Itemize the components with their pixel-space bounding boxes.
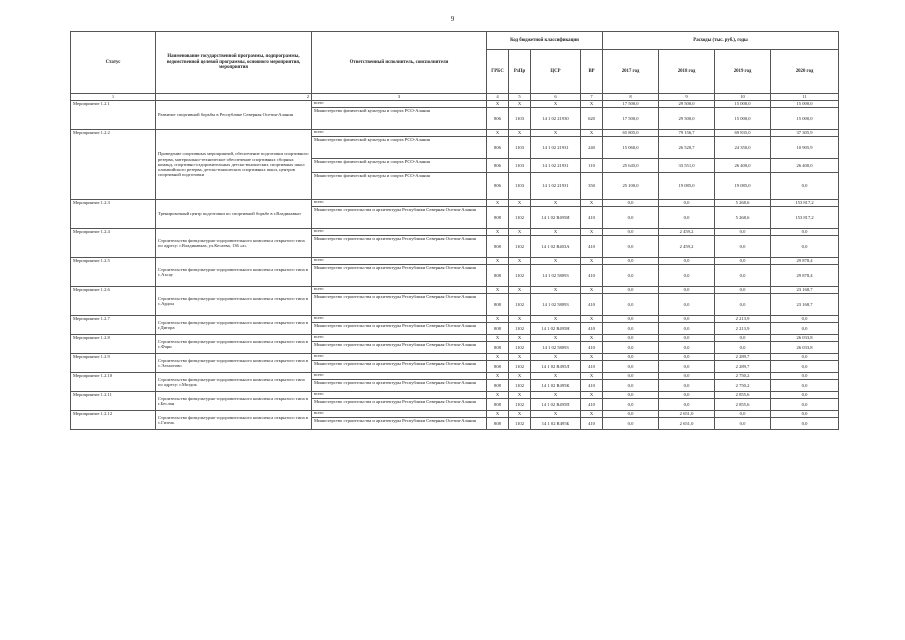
row-code: 14 1 02 R495Н [531,323,581,335]
row-value: 17 500,0 [603,101,659,108]
row-value: 0,0 [603,200,659,207]
row-value: 0,0 [603,411,659,418]
row-value: 0,0 [771,354,839,361]
row-code: X [509,130,531,137]
budget-table [70,31,839,430]
row-value: 0,0 [659,294,715,316]
row-code: X [531,354,581,361]
row-value: 0,0 [715,335,771,342]
row-value: 2 855,6 [715,392,771,399]
column-number: 7 [581,94,603,101]
row-value: 37 305,9 [771,130,839,137]
row-value: 0,0 [603,287,659,294]
row-code: X [581,200,603,207]
header-code-group: Код бюджетной классификации [487,32,603,50]
row-value: 15 060,0 [603,137,659,159]
row-code: 1103 [509,137,531,159]
row-value: 0,0 [603,316,659,323]
row-value: 0,0 [603,342,659,354]
row-value: 0,0 [603,229,659,236]
row-value: 0,0 [659,323,715,335]
row-code: X [581,287,603,294]
row-code: 14 1 02 21931 [531,137,581,159]
row-executor: Министерство строительства и архитектуры Республики Северная Осетия-Алания [312,418,487,430]
row-executor: всего [312,287,487,294]
row-value: 33 551,0 [659,159,715,173]
header-code-1: РзПр [509,50,531,94]
row-value: 2 459,2 [659,236,715,258]
row-code: 14 1 02 R495П [531,399,581,411]
row-code: 808 [487,361,509,373]
row-value: 29 500,0 [659,108,715,130]
row-value: 0,0 [715,258,771,265]
row-code: 806 [487,137,509,159]
row-code: 14 1 02 21931 [531,173,581,200]
row-code: 1102 [509,294,531,316]
row-name: Строительство физкультурно-оздоровительного комплекса открытого типа в с.Ардон [156,287,312,316]
row-value: 15 000,0 [771,101,839,108]
table-row [71,373,839,380]
row-value: 0,0 [771,361,839,373]
row-code: 410 [581,207,603,229]
row-status: Мероприятие 1.2.1 [71,101,156,130]
row-value: 26 520,7 [659,137,715,159]
row-executor: всего [312,130,487,137]
row-code: X [509,354,531,361]
row-value: 25 645,0 [603,159,659,173]
row-value: 0,0 [659,200,715,207]
row-code: 1103 [509,159,531,173]
table-row [71,200,839,207]
row-executor: всего [312,392,487,399]
row-executor: всего [312,258,487,265]
row-value: 26 400,0 [715,159,771,173]
row-code: X [487,392,509,399]
row-executor: всего [312,335,487,342]
table-row [71,101,839,108]
page-number: 9 [450,15,455,23]
row-name: Проведение спортивных мероприятий, обеспечение подготовки спортивного резерва, материально-техническое обеспечение спортивных сборных команд, спортивно-оздоровительных детско-юношеских спортивных школ олимпийского резерва, детско-юношеских спортивных школ, центров спортивной подготовки [156,130,312,200]
row-value: 26 033,8 [771,342,839,354]
row-code: X [509,200,531,207]
header-name: Наименование государственной программы, подпрограммы, ведомственной целевой программы, основного мероприятия, мероприятия [156,32,312,94]
row-value: 0,0 [659,265,715,287]
row-code: X [487,335,509,342]
row-executor: Министерство строительства и архитектуры Республики Северная Осетия-Алания [312,207,487,229]
row-value: 0,0 [771,392,839,399]
row-value: 0,0 [603,380,659,392]
row-value: 0,0 [715,294,771,316]
row-status: Мероприятие 1.2.8 [71,335,156,354]
row-value: 0,0 [603,392,659,399]
row-code: 808 [487,399,509,411]
row-name: Строительство физкультурно-оздоровительного комплекса открытого типа в с.Эльхотово [156,354,312,373]
column-number: 3 [312,94,487,101]
table-row [71,411,839,418]
row-value: 153 817,2 [771,200,839,207]
row-name: Тренировочный центр подготовки по спортивной борьбе в г.Владикавказ [156,200,312,229]
row-code: X [531,373,581,380]
row-code: 14 1 02 58093 [531,294,581,316]
row-code: X [509,101,531,108]
row-code: 1102 [509,323,531,335]
row-code: X [509,335,531,342]
row-value: 23 168,7 [771,287,839,294]
row-code: X [509,316,531,323]
column-number: 8 [603,94,659,101]
header-year-1: 2018 год [659,50,715,94]
row-value: 19 085,0 [659,173,715,200]
row-value: 26 400,0 [771,159,839,173]
row-value: 0,0 [603,418,659,430]
row-code: 14 1 02 58093 [531,342,581,354]
row-status: Мероприятие 1.2.5 [71,258,156,287]
row-code: X [581,130,603,137]
row-code: 806 [487,173,509,200]
row-code: X [509,258,531,265]
row-value: 0,0 [771,380,839,392]
row-code: X [581,316,603,323]
row-value: 0,0 [771,418,839,430]
row-code: 808 [487,323,509,335]
row-value: 0,0 [715,265,771,287]
row-code: 620 [581,108,603,130]
row-code: 1102 [509,236,531,258]
row-value: 0,0 [659,392,715,399]
row-code: X [531,335,581,342]
row-status: Мероприятие 1.2.11 [71,392,156,411]
row-value: 15 000,0 [771,108,839,130]
header-costs-group: Расходы (тыс. руб.), годы [603,32,839,50]
row-name: Строительство физкультурно-оздоровительного комплекса открытого типа по адресу: г.Владикавказ, ул.Кесаева, 136 «а» [156,229,312,258]
row-executor: Министерство строительства и архитектуры Республики Северная Осетия-Алания [312,380,487,392]
row-code: 410 [581,294,603,316]
row-value: 0,0 [659,335,715,342]
row-value: 0,0 [715,342,771,354]
row-value: 0,0 [659,380,715,392]
row-value: 26 033,8 [771,335,839,342]
row-code: X [509,287,531,294]
row-value: 0,0 [771,399,839,411]
row-value: 2 213,9 [715,316,771,323]
row-value: 0,0 [715,236,771,258]
table-row [71,229,839,236]
header-year-2: 2019 год [715,50,771,94]
row-code: 240 [581,137,603,159]
row-code: X [509,411,531,418]
row-code: 1103 [509,108,531,130]
row-code: 410 [581,236,603,258]
row-value: 79 156,7 [659,130,715,137]
row-name: Строительство физкультурно-оздоровительного комплекса открытого типа в с.Гизель [156,411,312,430]
row-code: 808 [487,342,509,354]
row-status: Мероприятие 1.2.3 [71,200,156,229]
row-executor: всего [312,200,487,207]
row-executor: Министерство строительства и архитектуры Республики Северная Осетия-Алания [312,342,487,354]
row-value: 24 350,0 [715,137,771,159]
row-value: 17 500,0 [603,108,659,130]
row-value: 2 213,9 [715,323,771,335]
row-value: 0,0 [771,323,839,335]
row-name: Строительство физкультурно-оздоровительного комплекса открытого типа в г.Беслан [156,392,312,411]
table-row [71,287,839,294]
row-code: X [487,354,509,361]
table-row [71,335,839,342]
row-executor: Министерство физической культуры и спорта РСО-Алания [312,173,487,200]
row-value: 23 168,7 [771,294,839,316]
row-value: 0,0 [603,361,659,373]
row-code: 410 [581,342,603,354]
row-value: 65 805,0 [603,130,659,137]
row-code: 410 [581,265,603,287]
row-code: 808 [487,294,509,316]
row-status: Мероприятие 1.2.9 [71,354,156,373]
row-code: X [531,200,581,207]
row-code: 1102 [509,418,531,430]
row-executor: всего [312,316,487,323]
row-value: 0,0 [603,258,659,265]
row-code: 14 1 02 21931 [531,159,581,173]
row-value: 0,0 [659,373,715,380]
header-code-3: ВР [581,50,603,94]
row-name: Строительство физкультурно-оздоровительного комплекса открытого типа в г.Дигора [156,316,312,335]
row-code: 1102 [509,399,531,411]
row-value: 0,0 [771,316,839,323]
row-code: X [487,373,509,380]
row-code: X [581,373,603,380]
row-code: X [487,229,509,236]
row-value: 0,0 [603,236,659,258]
row-code: 806 [487,108,509,130]
row-code: X [531,130,581,137]
row-code: X [531,316,581,323]
row-code: X [581,411,603,418]
row-code: 14 1 02 21930 [531,108,581,130]
row-value: 2 750,2 [715,380,771,392]
row-value: 0,0 [603,354,659,361]
row-code: X [581,258,603,265]
row-value: 0,0 [603,335,659,342]
row-value: 0,0 [659,354,715,361]
row-value: 0,0 [771,373,839,380]
row-status: Мероприятие 1.2.2 [71,130,156,200]
row-code: X [487,200,509,207]
row-value: 0,0 [771,229,839,236]
row-code: 14 1 02 R403А [531,236,581,258]
row-code: 808 [487,236,509,258]
row-executor: всего [312,411,487,418]
table-row [71,258,839,265]
row-value: 0,0 [771,411,839,418]
row-name: Развитие спортивной борьбы в Республике Северная Осетия-Алания [156,101,312,130]
row-executor: Министерство физической культуры и спорта РСО-Алания [312,137,487,159]
row-value: 0,0 [715,418,771,430]
row-code: 1102 [509,380,531,392]
row-executor: Министерство физической культуры и спорта РСО-Алания [312,159,487,173]
row-value: 0,0 [659,258,715,265]
row-code: 1102 [509,207,531,229]
row-value: 10 905,9 [771,137,839,159]
row-code: X [487,130,509,137]
row-value: 2 750,2 [715,373,771,380]
row-code: X [531,287,581,294]
row-code: X [531,411,581,418]
row-value: 0,0 [603,265,659,287]
row-executor: Министерство строительства и архитектуры Республики Северная Осетия-Алания [312,323,487,335]
row-code: 14 1 02 R495И [531,207,581,229]
row-code: X [581,335,603,342]
row-value: 29 500,0 [659,101,715,108]
row-value: 2 855,6 [715,399,771,411]
row-executor: всего [312,373,487,380]
row-value: 2 459,2 [659,229,715,236]
row-value: 0,0 [603,399,659,411]
row-code: X [509,392,531,399]
row-value: 0,0 [659,342,715,354]
row-value: 69 835,0 [715,130,771,137]
header-executor: Ответственный исполнитель, соисполнители [312,32,487,94]
table-row [71,354,839,361]
header-year-3: 2020 год [771,50,839,94]
column-number: 6 [531,94,581,101]
row-code: 14 1 02 R495Б [531,418,581,430]
header-status: Статус [71,32,156,94]
row-code: X [531,101,581,108]
row-code: 808 [487,418,509,430]
row-value: 0,0 [603,294,659,316]
row-value: 0,0 [659,361,715,373]
row-value: 0,0 [659,207,715,229]
row-code: X [531,229,581,236]
row-code: X [487,411,509,418]
row-value: 25 100,0 [603,173,659,200]
row-code: 410 [581,418,603,430]
row-code: 110 [581,159,603,173]
row-code: 410 [581,361,603,373]
row-code: 410 [581,399,603,411]
row-value: 0,0 [715,411,771,418]
row-value: 19 085,0 [715,173,771,200]
row-executor: Министерство строительства и архитектуры Республики Северная Осетия-Алания [312,236,487,258]
row-code: X [581,101,603,108]
row-value: 15 000,0 [715,108,771,130]
row-executor: Министерство строительства и архитектуры Республики Северная Осетия-Алания [312,265,487,287]
row-value: 0,0 [715,287,771,294]
row-code: X [531,258,581,265]
row-value: 0,0 [603,323,659,335]
row-value: 2 651,0 [659,418,715,430]
row-value: 0,0 [659,316,715,323]
row-executor: всего [312,354,487,361]
row-executor: всего [312,101,487,108]
row-status: Мероприятие 1.2.4 [71,229,156,258]
table-row [71,316,839,323]
row-value: 0,0 [771,173,839,200]
row-code: 14 1 02 R495К [531,380,581,392]
row-code: X [487,287,509,294]
row-code: X [581,354,603,361]
table-row [71,130,839,137]
row-value: 29 878,4 [771,258,839,265]
row-executor: Министерство строительства и архитектуры Республики Северная Осетия-Алания [312,361,487,373]
row-code: 1102 [509,265,531,287]
row-executor: Министерство строительства и архитектуры Республики Северная Осетия-Алания [312,294,487,316]
row-value: 153 817,2 [771,207,839,229]
row-code: X [581,229,603,236]
column-number: 4 [487,94,509,101]
row-value: 0,0 [715,229,771,236]
header-year-0: 2017 год [603,50,659,94]
row-value: 0,0 [659,399,715,411]
row-value: 0,0 [603,373,659,380]
row-code: 1102 [509,361,531,373]
row-code: X [487,101,509,108]
row-name: Строительство физкультурно-оздоровительного комплекса открытого типа по адресу: г.Моздок [156,373,312,392]
header-code-0: ГРБС [487,50,509,94]
row-value: 2 289,7 [715,354,771,361]
column-number: 5 [509,94,531,101]
row-code: X [487,258,509,265]
row-code: X [509,229,531,236]
row-status: Мероприятие 1.2.6 [71,287,156,316]
row-value: 15 000,0 [715,101,771,108]
row-status: Мероприятие 1.2.12 [71,411,156,430]
row-value: 2 651,0 [659,411,715,418]
row-name: Строительство физкультурно-оздоровительного комплекса открытого типа в с.Ахсау [156,258,312,287]
row-code: X [509,373,531,380]
row-code: 808 [487,207,509,229]
row-code: 808 [487,380,509,392]
row-code: 806 [487,159,509,173]
row-code: X [487,316,509,323]
header-code-2: ЦСР [531,50,581,94]
row-code: 14 1 02 58093 [531,265,581,287]
row-code: 808 [487,265,509,287]
row-value: 0,0 [603,207,659,229]
row-value: 0,0 [771,236,839,258]
table-row [71,392,839,399]
row-code: 1103 [509,173,531,200]
row-code: 1102 [509,342,531,354]
row-executor: всего [312,229,487,236]
row-code: 350 [581,173,603,200]
row-value: 29 878,4 [771,265,839,287]
column-number: 1 [71,94,156,101]
row-status: Мероприятие 1.2.10 [71,373,156,392]
row-code: 410 [581,380,603,392]
column-number: 11 [771,94,839,101]
row-name: Строительство физкультурно-оздоровительного комплекса открытого типа в с.Фарн [156,335,312,354]
column-number: 2 [156,94,312,101]
row-value: 0,0 [659,287,715,294]
row-code: X [531,392,581,399]
column-number: 9 [659,94,715,101]
row-code: 14 1 02 R495Л [531,361,581,373]
row-code: X [581,392,603,399]
row-code: 410 [581,323,603,335]
row-value: 2 289,7 [715,361,771,373]
row-executor: Министерство строительства и архитектуры Республики Северная Осетия-Алания [312,399,487,411]
row-value: 5 268,6 [715,200,771,207]
row-status: Мероприятие 1.2.7 [71,316,156,335]
row-executor: Министерство физической культуры и спорта РСО-Алания [312,108,487,130]
row-value: 5 268,6 [715,207,771,229]
column-number: 10 [715,94,771,101]
